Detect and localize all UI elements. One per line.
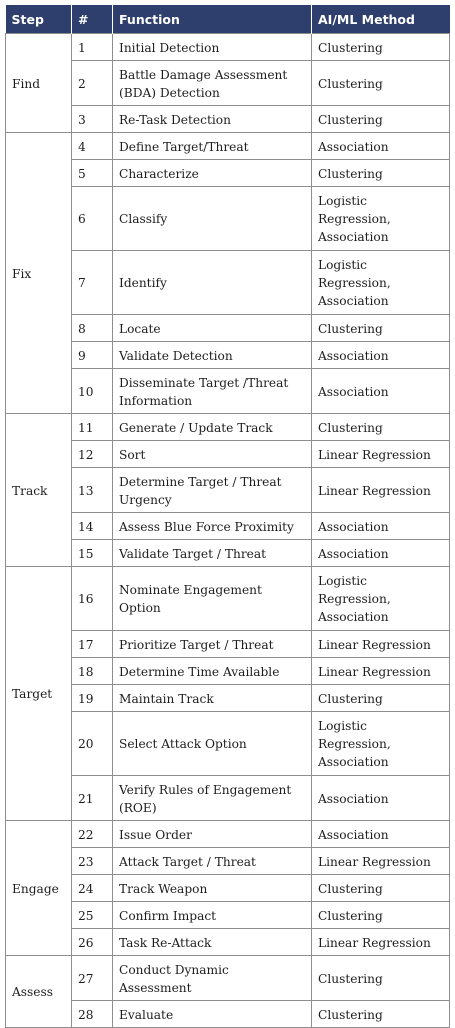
method-cell: Linear Regression <box>312 929 450 956</box>
function-cell: Define Target/Threat <box>113 133 312 160</box>
method-cell: Clustering <box>312 902 450 929</box>
number-cell: 2 <box>72 61 113 106</box>
number-cell: 14 <box>72 513 113 540</box>
column-header-step: Step <box>6 5 72 34</box>
function-cell: Assess Blue Force Proximity <box>113 513 312 540</box>
step-cell: Target <box>6 567 72 821</box>
number-cell: 23 <box>72 848 113 875</box>
table-row <box>6 468 450 513</box>
method-cell: Clustering <box>312 61 450 106</box>
function-cell: Task Re-Attack <box>113 929 312 956</box>
function-cell: Characterize <box>113 160 312 187</box>
table-body <box>6 34 450 1028</box>
method-cell: Clustering <box>312 685 450 712</box>
method-cell: Clustering <box>312 414 450 441</box>
function-cell: Battle Damage Assessment (BDA) Detection <box>113 61 312 106</box>
table-row <box>6 315 450 342</box>
table-row <box>6 685 450 712</box>
table-row <box>6 956 450 1001</box>
number-cell: 28 <box>72 1001 113 1028</box>
table-row <box>6 631 450 658</box>
function-cell: Classify <box>113 187 312 251</box>
function-cell: Validate Target / Threat <box>113 540 312 567</box>
number-cell: 16 <box>72 567 113 631</box>
method-cell: Association <box>312 821 450 848</box>
table-row <box>6 875 450 902</box>
number-cell: 22 <box>72 821 113 848</box>
method-cell: Logistic Regression, Association <box>312 251 450 315</box>
step-cell: Find <box>6 34 72 133</box>
method-cell: Clustering <box>312 315 450 342</box>
number-cell: 20 <box>72 712 113 776</box>
function-cell: Determine Target / Threat Urgency <box>113 468 312 513</box>
function-cell: Locate <box>113 315 312 342</box>
step-cell: Fix <box>6 133 72 414</box>
function-cell: Generate / Update Track <box>113 414 312 441</box>
step-cell: Engage <box>6 821 72 956</box>
function-cell: Confirm Impact <box>113 902 312 929</box>
function-cell: Identify <box>113 251 312 315</box>
function-cell: Issue Order <box>113 821 312 848</box>
function-cell: Validate Detection <box>113 342 312 369</box>
table-row <box>6 567 450 631</box>
method-cell: Association <box>312 776 450 821</box>
method-cell: Logistic Regression, Association <box>312 187 450 251</box>
function-cell: Evaluate <box>113 1001 312 1028</box>
method-cell: Association <box>312 342 450 369</box>
function-cell: Nominate Engagement Option <box>113 567 312 631</box>
method-cell: Linear Regression <box>312 658 450 685</box>
column-header-function: Function <box>113 5 312 34</box>
table-row <box>6 776 450 821</box>
number-cell: 3 <box>72 106 113 133</box>
function-cell: Disseminate Target /Threat Information <box>113 369 312 414</box>
method-cell: Clustering <box>312 875 450 902</box>
function-cell: Select Attack Option <box>113 712 312 776</box>
function-cell: Verify Rules of Engagement (ROE) <box>113 776 312 821</box>
number-cell: 1 <box>72 34 113 61</box>
number-cell: 21 <box>72 776 113 821</box>
table-row <box>6 821 450 848</box>
table-row <box>6 1001 450 1028</box>
table-row <box>6 929 450 956</box>
number-cell: 12 <box>72 441 113 468</box>
function-cell: Prioritize Target / Threat <box>113 631 312 658</box>
number-cell: 26 <box>72 929 113 956</box>
header-row <box>6 5 450 34</box>
number-cell: 11 <box>72 414 113 441</box>
table-row <box>6 133 450 160</box>
table-row <box>6 513 450 540</box>
table-row <box>6 342 450 369</box>
function-cell: Track Weapon <box>113 875 312 902</box>
function-cell: Maintain Track <box>113 685 312 712</box>
function-cell: Conduct Dynamic Assessment <box>113 956 312 1001</box>
number-cell: 19 <box>72 685 113 712</box>
method-cell: Clustering <box>312 1001 450 1028</box>
table-row <box>6 369 450 414</box>
function-cell: Initial Detection <box>113 34 312 61</box>
number-cell: 8 <box>72 315 113 342</box>
number-cell: 13 <box>72 468 113 513</box>
column-header-number: # <box>72 5 113 34</box>
table-row <box>6 658 450 685</box>
method-cell: Linear Regression <box>312 441 450 468</box>
function-cell: Sort <box>113 441 312 468</box>
table-row <box>6 712 450 776</box>
ai-ml-method-table <box>5 5 450 1028</box>
method-cell: Logistic Regression, Association <box>312 567 450 631</box>
table-row <box>6 160 450 187</box>
number-cell: 5 <box>72 160 113 187</box>
method-cell: Linear Regression <box>312 848 450 875</box>
function-cell: Determine Time Available <box>113 658 312 685</box>
method-cell: Clustering <box>312 34 450 61</box>
table-row <box>6 106 450 133</box>
number-cell: 25 <box>72 902 113 929</box>
method-cell: Linear Regression <box>312 468 450 513</box>
table-row <box>6 540 450 567</box>
table-row <box>6 251 450 315</box>
number-cell: 4 <box>72 133 113 160</box>
table-row <box>6 441 450 468</box>
method-cell: Association <box>312 133 450 160</box>
number-cell: 9 <box>72 342 113 369</box>
table-row <box>6 61 450 106</box>
number-cell: 6 <box>72 187 113 251</box>
number-cell: 27 <box>72 956 113 1001</box>
number-cell: 15 <box>72 540 113 567</box>
number-cell: 17 <box>72 631 113 658</box>
method-cell: Clustering <box>312 956 450 1001</box>
table-row <box>6 34 450 61</box>
number-cell: 18 <box>72 658 113 685</box>
table-row <box>6 848 450 875</box>
table-row <box>6 902 450 929</box>
table-row <box>6 187 450 251</box>
function-cell: Attack Target / Threat <box>113 848 312 875</box>
method-cell: Clustering <box>312 106 450 133</box>
step-cell: Assess <box>6 956 72 1028</box>
number-cell: 24 <box>72 875 113 902</box>
column-header-method: AI/ML Method <box>312 5 450 34</box>
function-cell: Re-Task Detection <box>113 106 312 133</box>
step-cell: Track <box>6 414 72 567</box>
table-row <box>6 414 450 441</box>
number-cell: 7 <box>72 251 113 315</box>
method-cell: Logistic Regression, Association <box>312 712 450 776</box>
number-cell: 10 <box>72 369 113 414</box>
method-cell: Clustering <box>312 160 450 187</box>
method-cell: Linear Regression <box>312 631 450 658</box>
method-cell: Association <box>312 513 450 540</box>
method-cell: Association <box>312 369 450 414</box>
method-cell: Association <box>312 540 450 567</box>
